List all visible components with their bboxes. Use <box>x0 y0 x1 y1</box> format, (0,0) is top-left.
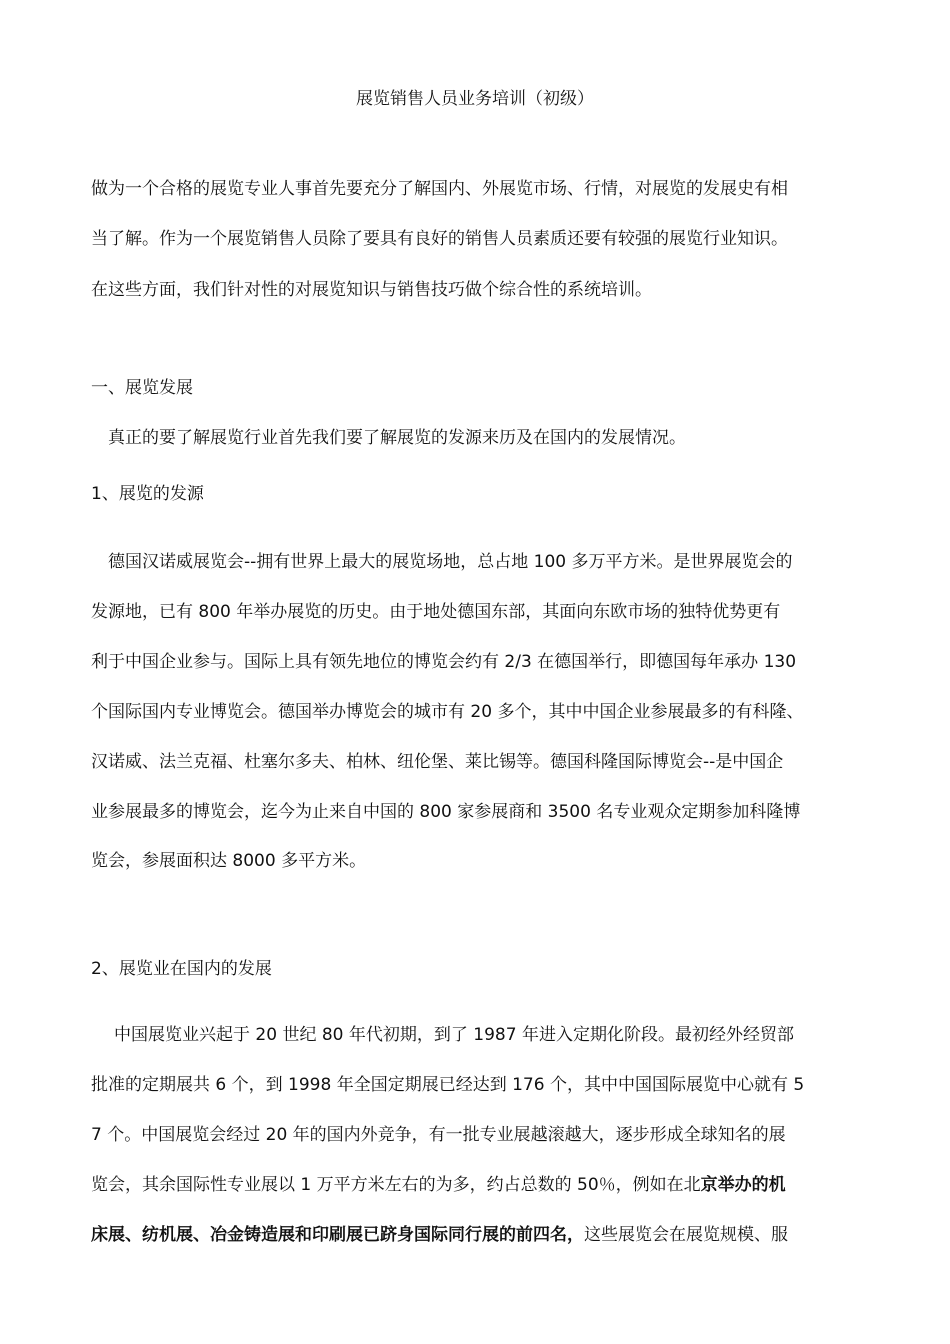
intro-line-3: 在这些方面，我们针对性的对展览知识与销售技巧做个综合性的系统培训。 <box>91 280 652 300</box>
subsection-1-line-6: 业参展最多的博览会，迄今为止来自中国的 800 家参展商和 3500 名专业观众定期参加科隆博 <box>91 802 801 822</box>
section-1-heading: 一、展览发展 <box>91 378 193 398</box>
subsection-2-line-2: 批准的定期展共 6 个，到 1998 年全国定期展已经达到 176 个，其中中国国际展览中心就有 5 <box>91 1075 805 1095</box>
subsection-2-line-4-text: 览会，其余国际性专业展以 1 万平方米左右的为多，约占总数的 50％，例如在北 <box>91 1175 701 1195</box>
subsection-1-line-4: 个国际国内专业博览会。德国举办博览会的城市有 20 多个，其中中国企业参展最多的有科隆、 <box>91 702 804 722</box>
subsection-2-line-5-bold: 床展、纺机展、冶金铸造展和印刷展已跻身国际同行展的前四名， <box>91 1225 584 1245</box>
subsection-1-line-5: 汉诺威、法兰克福、杜塞尔多夫、柏林、纽伦堡、莱比锡等。德国科隆国际博览会--是中国企 <box>91 752 784 772</box>
subsection-2-line-1: 中国展览业兴起于 20 世纪 80 年代初期，到了 1987 年进入定期化阶段。最初经外经贸部 <box>114 1025 794 1045</box>
section-1-lead: 真正的要了解展览行业首先我们要了解展览的发源来历及在国内的发展情况。 <box>108 428 686 448</box>
subsection-2-line-5-text: 这些展览会在展览规模、服 <box>584 1225 788 1245</box>
intro-line-1: 做为一个合格的展览专业人事首先要充分了解国内、外展览市场、行情，对展览的发展史有相 <box>91 179 788 199</box>
document-title: 展览销售人员业务培训（初级） <box>356 89 594 109</box>
subsection-2-line-4-bold: 京举办的机 <box>700 1175 786 1195</box>
subsection-1-line-1: 德国汉诺威展览会--拥有世界上最大的展览场地，总占地 100 多万平方米。是世界展览会的 <box>108 552 793 572</box>
intro-line-2: 当了解。作为一个展览销售人员除了要具有良好的销售人员素质还要有较强的展览行业知识。 <box>91 229 788 249</box>
subsection-2-heading: 2、展览业在国内的发展 <box>91 959 272 979</box>
subsection-1-line-3: 利于中国企业参与。国际上具有领先地位的博览会约有 2/3 在德国举行，即德国每年承办 130 <box>91 652 797 672</box>
subsection-1-line-2: 发源地，已有 800 年举办展览的历史。由于地处德国东部，其面向东欧市场的独特优势更有 <box>91 602 781 622</box>
subsection-1-heading: 1、展览的发源 <box>91 484 204 504</box>
subsection-2-line-3: 7 个。中国展览会经过 20 年的国内外竞争，有一批专业展越滚越大，逐步形成全球知名的展 <box>91 1125 786 1145</box>
subsection-2-line-5 <box>91 1224 788 1246</box>
subsection-2-line-4 <box>91 1174 786 1196</box>
subsection-1-line-7: 览会，参展面积达 8000 多平方米。 <box>91 851 367 871</box>
